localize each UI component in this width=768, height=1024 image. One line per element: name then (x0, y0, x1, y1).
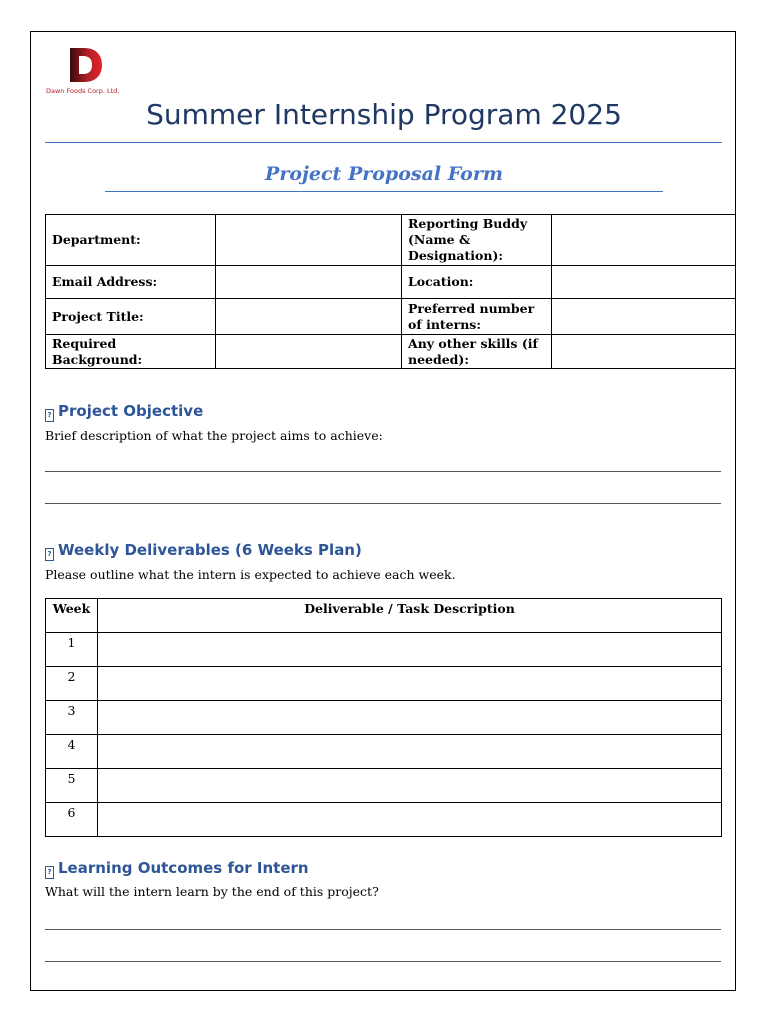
preferred-interns-field[interactable] (552, 299, 736, 335)
week-number: 5 (46, 769, 98, 803)
deliverables-heading-text: Weekly Deliverables (6 Weeks Plan) (58, 541, 362, 559)
outcomes-answer-line-2[interactable] (45, 961, 721, 962)
deliverable-field[interactable] (98, 667, 722, 701)
location-label: Location: (402, 266, 552, 299)
other-skills-field[interactable] (552, 335, 736, 369)
deliverables-instructions: Please outline what the intern is expected to achieve each week. (45, 567, 456, 582)
table-row (46, 803, 722, 837)
logo-company-text: Dawn Foods Corp. Ltd. (46, 87, 120, 95)
subtitle-divider (105, 191, 663, 192)
week-number: 1 (46, 633, 98, 667)
table-row (46, 769, 722, 803)
week-column-header: Week (46, 599, 98, 633)
required-background-field[interactable] (216, 335, 402, 369)
project-title-field[interactable] (216, 299, 402, 335)
deliverable-column-header: Deliverable / Task Description (98, 599, 722, 633)
deliverable-field[interactable] (98, 735, 722, 769)
logo-d-mark (68, 46, 104, 84)
outcomes-answer-line-1[interactable] (45, 929, 721, 930)
department-label: Department: (46, 215, 216, 266)
title-divider (45, 142, 722, 143)
form-subtitle: Project Proposal Form (265, 163, 503, 185)
week-number: 3 (46, 701, 98, 735)
table-row (46, 701, 722, 735)
preferred-interns-label: Preferred number of interns: (402, 299, 552, 335)
table-row (46, 633, 722, 667)
table-row (46, 735, 722, 769)
weekly-deliverables-table (45, 598, 722, 837)
reporting-buddy-field[interactable] (552, 215, 736, 266)
company-logo (46, 46, 136, 98)
outcomes-heading-text: Learning Outcomes for Intern (58, 859, 309, 877)
unknown-glyph-icon: ? (45, 866, 54, 879)
page-title: Summer Internship Program 2025 (146, 98, 622, 131)
outcomes-instructions: What will the intern learn by the end of this project? (45, 884, 379, 899)
objective-heading-text: Project Objective (58, 402, 204, 420)
objective-heading (45, 402, 203, 422)
deliverable-field[interactable] (98, 803, 722, 837)
project-title-label: Project Title: (46, 299, 216, 335)
department-field[interactable] (216, 215, 402, 266)
unknown-glyph-icon: ? (45, 409, 54, 422)
required-background-label: Required Background: (46, 335, 216, 369)
deliverable-field[interactable] (98, 769, 722, 803)
table-row (46, 667, 722, 701)
reporting-buddy-label: Reporting Buddy (Name & Designation): (402, 215, 552, 266)
deliverable-field[interactable] (98, 701, 722, 735)
unknown-glyph-icon: ? (45, 548, 54, 561)
objective-answer-line-1[interactable] (45, 471, 721, 472)
objective-instructions: Brief description of what the project aims to achieve: (45, 428, 383, 443)
other-skills-label: Any other skills (if needed): (402, 335, 552, 369)
project-info-table (45, 214, 736, 369)
email-field[interactable] (216, 266, 402, 299)
deliverables-heading (45, 541, 362, 561)
deliverable-field[interactable] (98, 633, 722, 667)
email-label: Email Address: (46, 266, 216, 299)
outcomes-heading (45, 859, 309, 879)
week-number: 2 (46, 667, 98, 701)
week-number: 4 (46, 735, 98, 769)
week-number: 6 (46, 803, 98, 837)
location-field[interactable] (552, 266, 736, 299)
objective-answer-line-2[interactable] (45, 503, 721, 504)
